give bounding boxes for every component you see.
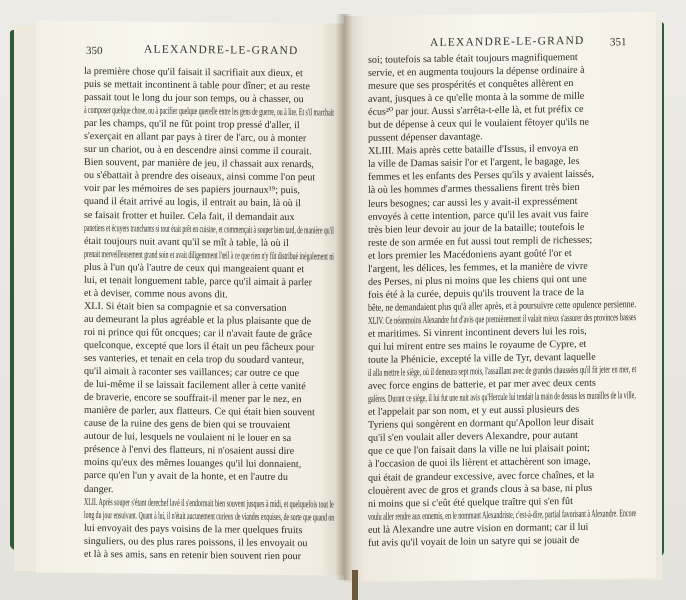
text-line: que ce que l'on faisait dans la ville ne lui plaisait point; [368,443,590,458]
text-line: qui était de grandeur excessive, avec force chaînes, et la [368,469,595,484]
text-line: de lui-même il se laissait facilement aller à cette vanité [84,379,306,393]
text-line: soi; toutefois sa table était toujours magnifiquement [368,51,578,66]
text-line: et maritimes. Si vinrent incontinent devers lui les rois, [368,325,587,340]
text-line: à composer quelque chose, ou à pacifier quelque querelle entre les gens de guerre, ou à lire. Et s'il marchait [84,105,334,119]
text-line: singuliers, ou des plus rares poissons, il les envoyait ou [84,535,308,549]
text-line: ni moins que si c'eût été quelque traître qui s'en fût [368,495,573,510]
text-line: reste de son armée en fut aussi tout rempli de richesses; [368,234,593,249]
text-line: voir par les mémoires de ses papiers journaux¹⁹; puis, [84,183,300,197]
text-line: quand il était arrivé au logis, il entrait au bain, là où il [84,196,301,210]
text-line: et lors premier les Macédoniens ayant goûté l'or et [368,247,572,262]
text-line: quelconque, excepté que lors il était un peu fâcheux pour [84,339,315,354]
text-line: par les champs, qu'il ne fût point trop pressé d'aller, il [84,118,300,132]
left-page-number: 350 [86,44,103,58]
left-running-head: ALEXANDRE-LE-GRAND [144,43,299,58]
text-line: la première chose qu'il faisait il sacrifiait aux dieux, et [84,65,303,80]
text-line: manière de parler, aux flatteurs. Ce qui était bien souvent [84,405,315,419]
book-gutter [336,14,352,580]
text-line: leurs besognes; car aussi les y avait-il expressément [368,195,578,210]
text-line: ses vanteries, et tenait en cela trop du soudard vanteur, [84,352,305,367]
text-line: l'argent, les délices, les femmes, et la manière de vivre [368,260,588,275]
text-line: qui lui mirent entre ses mains le royaume de Cypre, et [368,338,587,353]
text-line: but de dépense à ceux qui le voulaient fêtoyer qu'ils ne [368,116,590,132]
text-line: fois été à la curée, depuis qu'ils trouvent la trace de la [368,286,584,301]
text-line: et à deviser, comme nous avons dit. [84,287,228,301]
text-line: Tyriens qui songèrent en dormant qu'Apollon leur disait [368,417,594,432]
text-line: XLIII. Mais après cette bataille d'Issus, il envoya en [368,143,579,158]
text-line: au demeurant la plus agréable et la plus plaisante que de [84,313,312,328]
text-line: plus à l'un qu'à l'autre de ceux qui mangeaient quant et [84,261,305,275]
text-line: cause de la ruine des gens de bien qui se trouvaient [84,418,291,432]
text-line: femmes et les enfants des Perses qu'ils y avaient laissés, [368,169,595,184]
text-line: et l'appelait par son nom, et y eut aussi plusieurs des [368,404,580,419]
text-line: danger. [84,483,114,495]
text-line: lui, et tenait longuement table, parce qu'il aimait à parler [84,274,312,289]
text-line: puis se mettait incontinent à table pour dîner; et au reste [84,78,310,93]
text-line: il alla mettre le siège, où il demeura sept mois, l'assaillant avec de grandes chaussées qu'il fit jeter en mer, et [368,364,637,379]
text-line: sur un chariot, ou à en descendre ainsi comme il courait. [84,144,312,158]
text-line: passait tout le long du jour son temps, ou à chasser, ou [84,91,304,106]
text-line: des Perses, ni plus ni moins que les chiens qui ont une [368,273,587,288]
text-line: Bien souvent, par manière de jeu, il chassait aux renards, [84,157,314,171]
text-line: long du jour ensuivant. Quant à lui, il n'était aucunement curieux de viandes exquises, de sorte que quand on [84,509,335,524]
text-line: panetiers et écuyers tranchants si tout était prêt en cuisine, et commençait à souper bien tard, de manière qu'il [84,222,334,237]
text-line: qu'il aimait à raconter ses vaillances; car outre ce que [84,365,300,380]
text-line: XLIV. Ce néanmoins Alexandre fut d'avis que premièrement il valait mieux s'assurer des provinces basses [368,312,637,327]
text-line: de braverie, encore se souffrait-il mener par le nez, en [84,392,302,406]
text-line: très bien leur devoir au jour de la bataille; toutefois le [368,221,585,236]
text-line: autour de lui, lesquels ne voulaient ni le louer en sa [84,431,292,445]
text-line: avant, jusques à ce qu'elle monta à la somme de mille [368,90,585,105]
text-line: servie, et en augmenta toujours la dépense ordinaire à [368,64,585,79]
text-line: avec force engins de batterie, et par mer avec deux cents [368,377,596,393]
text-line: à l'occasion de quoi ils lièrent et attachèrent son image, [368,456,591,471]
text-line: pussent dépenser davantage. [368,131,483,145]
right-page [344,12,656,582]
bookmark-ribbon [352,570,358,600]
text-line: la ville de Damas saisir l'or et l'argent, le bagage, les [368,156,580,171]
right-page-text [368,50,636,550]
text-line: clouèrent avec de gros et grands clous à sa base, ni plus [368,482,593,497]
text-line: ou s'ébattait à prendre des oiseaux, ainsi comme l'on peut [84,170,316,184]
text-line: galères. Durant ce siège, il lui fut une nuit avis qu'Hercule lui tendait la main de dessus les murailles de la ville, [368,390,636,406]
text-line: lui envoyait des pays voisins de la mer quelques fruits [84,522,303,536]
text-line: XLI. Si était bien sa compagnie et sa conversation [84,300,287,314]
text-line: présence à l'envi des flatteurs, ni n'osaient aussi dire [84,444,295,458]
text-line: fut avis qu'il voyait de loin un satyre qui se jouait de [368,534,580,549]
text-line: était toujours nuit avant qu'il se mît à table, là où il [84,235,289,249]
text-line: et là à ses amis, sans en retenir bien souvent rien pour [84,548,301,562]
text-line: toute la Phénicie, excepté la ville de Tyr, devant laquelle [368,351,596,366]
text-line: parce qu'en l'un y avait de la honte, et en l'autre du [84,470,288,484]
right-running-head: ALEXANDRE-LE-GRAND [430,34,585,49]
text-line: moins qu'eux des mêmes louanges qu'il lui donnaient, [84,457,302,471]
text-line: eut là Alexandre une autre vision en dormant; car il lui [368,521,589,536]
text-line: là où les hommes d'armes thessaliens firent très bien [368,182,580,197]
text-line: prenait merveilleusement grand soin et avait diligemment l'œil à ce que rien n'y fût distribué inégalement ni [84,248,334,263]
text-line: XLII. Après souper s'étant derechef lavé il s'endormait bien souvent jusques à midi, et quelquefois tout le [84,496,334,511]
left-page-text [84,65,334,563]
text-line: voulu aller rendre aux ennemis, en le nommant Alexandriste, c'est-à-dire, partial favorisant à Alexandre. Encore [368,507,637,523]
left-page [36,20,344,575]
text-line: envoyés à cette intention, parce qu'il les avait vus faire [368,208,589,223]
text-line: se faisait frotter et huiler. Cela fait, il demandait aux [84,209,295,223]
text-line: écus²⁰ par jour. Aussi s'arrêta-t-elle là, et fut préfix ce [368,104,584,119]
text-line: mesure que ses prospérités et conquêtes allèrent en [368,78,574,92]
text-line: bête, ne demandaient plus qu'à aller après, et à poursuivre cette opulence persienne. [368,298,637,314]
text-line: qu'il s'en voulait aller devers Alexandre, pour autant [368,430,578,445]
right-page-number: 351 [610,36,627,49]
text-line: roi ni prince qui fût oncques; car il n'avait faute de grâce [84,326,312,341]
text-line: s'exerçait en allant par pays à tirer de l'arc, ou à monter [84,131,307,145]
